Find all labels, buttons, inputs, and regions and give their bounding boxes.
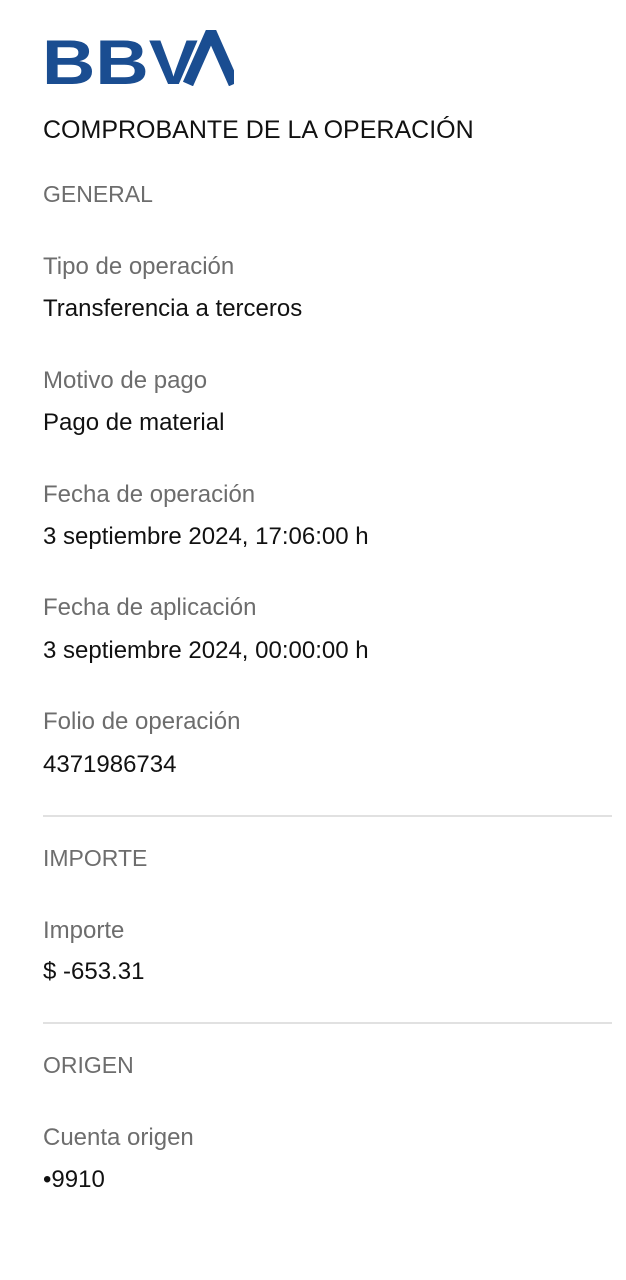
field-value-cuenta-origen: •9910 <box>43 1166 105 1193</box>
field-label-importe: Importe <box>43 917 125 944</box>
svg-text:BBV: BBV <box>42 30 198 86</box>
field-label-fecha-operacion: Fecha de operación <box>43 481 256 508</box>
field-value-motivo-pago: Pago de material <box>43 409 225 436</box>
section-heading-origen: ORIGEN <box>43 1052 134 1078</box>
field-value-folio-operacion: 4371986734 <box>43 751 177 778</box>
bbva-logo <box>42 30 234 86</box>
field-label-fecha-aplicacion: Fecha de aplicación <box>43 594 257 621</box>
section-heading-importe: IMPORTE <box>43 845 148 871</box>
page-title: COMPROBANTE DE LA OPERACIÓN <box>43 116 474 144</box>
bbva-logo-mark <box>42 30 234 86</box>
field-value-fecha-operacion: 3 septiembre 2024, 17:06:00 h <box>43 523 369 550</box>
section-heading-general: GENERAL <box>43 181 153 207</box>
field-label-tipo-operacion: Tipo de operación <box>43 253 235 280</box>
field-label-cuenta-origen: Cuenta origen <box>43 1124 194 1151</box>
section-divider <box>43 815 612 817</box>
field-value-fecha-aplicacion: 3 septiembre 2024, 00:00:00 h <box>43 637 369 664</box>
field-value-importe: $ -653.31 <box>43 958 145 985</box>
field-label-folio-operacion: Folio de operación <box>43 708 241 735</box>
field-value-tipo-operacion: Transferencia a terceros <box>43 295 303 322</box>
field-label-motivo-pago: Motivo de pago <box>43 367 208 394</box>
section-divider <box>43 1022 612 1024</box>
